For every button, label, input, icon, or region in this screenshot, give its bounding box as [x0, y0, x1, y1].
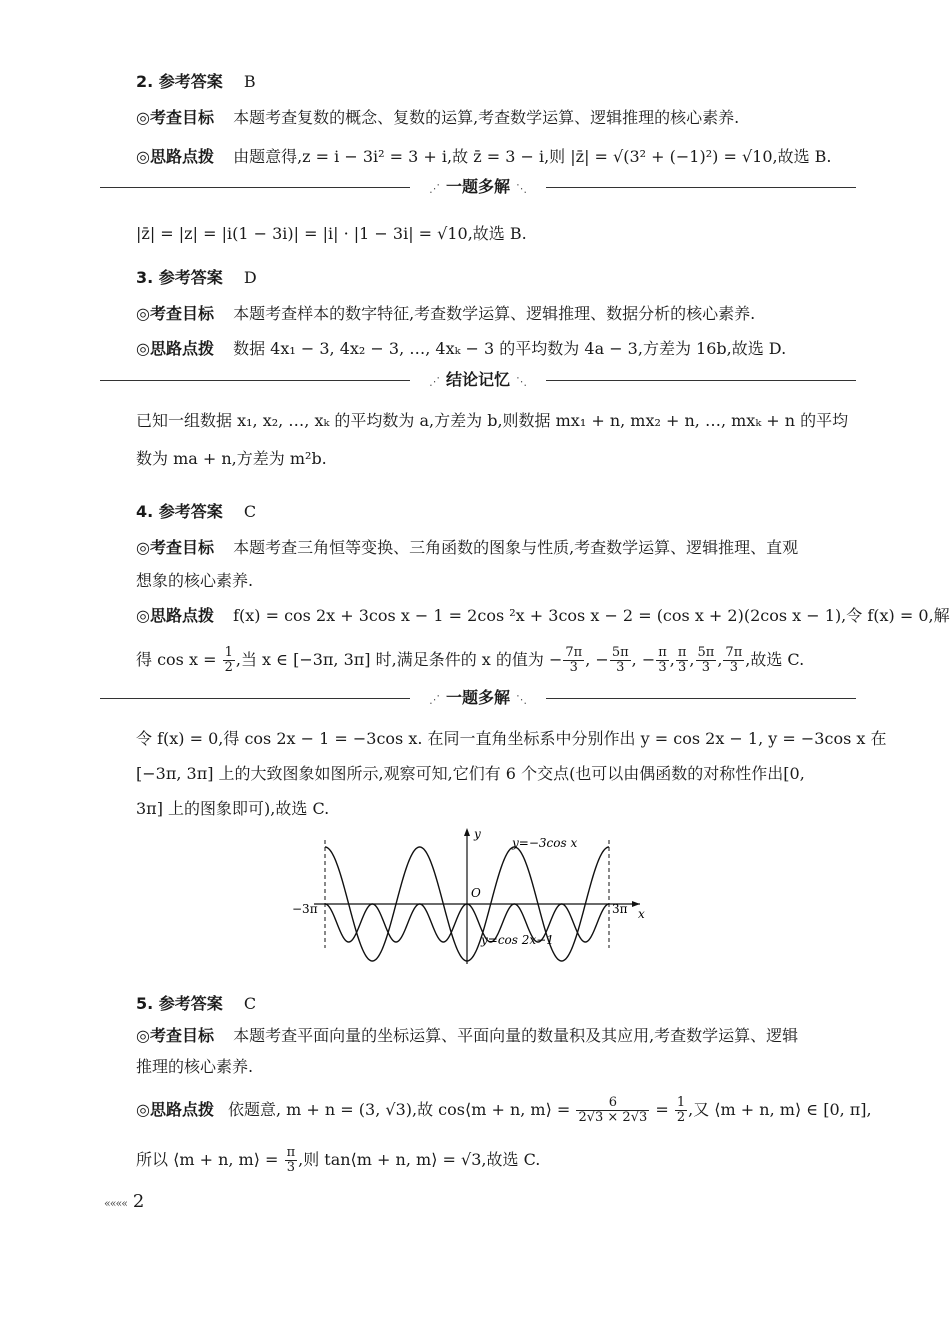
q4-answer: C [243, 502, 257, 521]
q4-section-divider [100, 687, 856, 711]
q4-target-line-1 [136, 537, 856, 559]
q2-hint-text: 由题意得,z = i − 3i² = 3 + i,故 z̄ = 3 − i,则 |z̄| = √(3² + (−1)²) = √10,故选 B. [233, 147, 832, 166]
q5-target-text-1: 本题考查平面向量的坐标运算、平面向量的数量积及其应用,考查数学运算、逻辑 [233, 1026, 799, 1045]
ornament-icon: ⋰ [428, 182, 440, 195]
q4-hint-line-1 [136, 605, 950, 627]
q5-hint-line-2 [136, 1140, 856, 1180]
q3-section-divider [100, 369, 856, 393]
q2-answer-line [136, 71, 856, 93]
q2-target-line [136, 107, 856, 129]
curve-label-neg3cos: y=−3cos x [512, 836, 578, 850]
q4-answer-line [136, 501, 856, 523]
origin-label: O [471, 886, 481, 900]
fraction-pi-over-3: $\frac{\pi}{3}$ [286, 1145, 296, 1175]
q2-section-title: 一题多解 [445, 177, 510, 196]
function-graph-figure [280, 824, 670, 974]
ornament-icon: ⋱ [516, 375, 527, 388]
q3-hint-label: ◎思路点拨 [136, 339, 214, 358]
q2-hint-line [136, 146, 856, 168]
q5-hint-text-1b: = [655, 1100, 669, 1119]
ornament-icon: ⋰ [428, 693, 440, 706]
page-number: 2 [132, 1191, 145, 1212]
q2-answer: B [243, 72, 256, 91]
fraction-cos: $\frac{6}{2√3 \times 2√3}$ [578, 1095, 648, 1125]
q4-target-text-1: 本题考查三角恒等变换、三角函数的图象与性质,考查数学运算、逻辑推理、直观 [233, 538, 799, 557]
root-separator: , [669, 650, 675, 669]
q3-answer-label: 3. 参考答案 [136, 268, 223, 287]
page-footer [104, 1191, 144, 1212]
q2-answer-label: 2. 参考答案 [136, 72, 223, 91]
root-separator: , − [585, 650, 609, 669]
q4-target-label: ◎考查目标 [136, 538, 214, 557]
q4-alt-line-3: 3π] 上的图象即可),故选 C. [136, 799, 330, 818]
q2-alt-solution: |z̄| = |z| = |i(1 − 3i)| = |i| · |1 − 3i| = √10,故选 B. [136, 224, 527, 243]
q3-answer: D [243, 268, 257, 287]
q2-section-divider [100, 176, 856, 200]
q5-hint-text-1a: 依题意, m + n = (3, √3),故 cos⟨m + n, m⟩ = [227, 1100, 571, 1119]
q4-hint-text-2a: 得 cos x = [136, 650, 217, 669]
root-fraction: $\frac{5\pi}{3}$ [611, 645, 629, 675]
q3-hint-text: 数据 4x₁ − 3, 4x₂ − 3, …, 4xₖ − 3 的平均数为 4a − 3,方差为 16b,故选 D. [233, 339, 787, 358]
root-separator: , [717, 650, 723, 669]
root-fraction: $\frac{\pi}{3}$ [677, 645, 687, 675]
ornament-icon: ⋰ [428, 375, 440, 388]
q3-note-line-2: 数为 ma + n,方差为 m²b. [136, 449, 327, 468]
q3-answer-line [136, 267, 856, 289]
q3-target-text: 本题考查样本的数字特征,考查数学运算、逻辑推理、数据分析的核心素养. [233, 304, 756, 323]
q4-target-line-2: 想象的核心素养. [136, 571, 254, 590]
root-separator: , [689, 650, 695, 669]
q4-answer-label: 4. 参考答案 [136, 502, 223, 521]
q5-hint-text-2a: 所以 ⟨m + n, m⟩ = [136, 1150, 279, 1169]
q4-alt-line-1: 令 f(x) = 0,得 cos 2x − 1 = −3cos x. 在同一直角坐标系中分别作出 y = cos 2x − 1, y = −3cos x 在 [136, 729, 887, 748]
q4-hint-text-2b: ,当 x ∈ [−3π, 3π] 时,满足条件的 x 的值为 − [235, 650, 563, 669]
q5-hint-label: ◎思路点拨 [136, 1100, 214, 1119]
q3-section-title: 结论记忆 [445, 370, 510, 389]
q3-target-line [136, 303, 856, 325]
root-fraction: $\frac{\pi}{3}$ [658, 645, 667, 675]
q3-target-label: ◎考查目标 [136, 304, 214, 323]
q5-hint-text-2b: ,则 tan⟨m + n, m⟩ = √3,故选 C. [298, 1150, 541, 1169]
y-axis-arrow-icon [464, 828, 470, 836]
q2-hint-label: ◎思路点拨 [136, 147, 214, 166]
q4-hint-line-2 [136, 642, 856, 678]
q2-target-label: ◎考查目标 [136, 108, 214, 127]
q5-answer-line [136, 993, 856, 1015]
q5-target-line-2: 推理的核心素养. [136, 1057, 254, 1076]
axis-label-x: x [638, 907, 645, 921]
q4-section-title: 一题多解 [445, 688, 510, 707]
fraction-half: $\frac{1}{2}$ [676, 1095, 686, 1125]
q5-target-line-1 [136, 1025, 856, 1047]
q4-hint-text-2c: ,故选 C. [745, 650, 805, 669]
q5-hint-text-1c: ,又 ⟨m + n, m⟩ ∈ [0, π], [688, 1100, 872, 1119]
q4-hint-text-1: f(x) = cos 2x + 3cos x − 1 = 2cos ²x + 3cos x − 2 = (cos x + 2)(2cos x − 1),令 f(x) = 0,解 [233, 606, 950, 625]
q5-answer-label: 5. 参考答案 [136, 994, 223, 1013]
ornament-icon: ⋱ [516, 182, 527, 195]
q3-note-line-1: 已知一组数据 x₁, x₂, …, xₖ 的平均数为 a,方差为 b,则数据 mx₁ + n, mx₂ + n, …, mxₖ + n 的平均 [136, 411, 849, 430]
root-fraction: $\frac{5\pi}{3}$ [697, 645, 715, 675]
footer-ornament: «««« [104, 1197, 127, 1210]
root-fraction: $\frac{7\pi}{3}$ [725, 645, 743, 675]
root-fraction: $\frac{7\pi}{3}$ [565, 645, 583, 675]
q4-alt-line-2: [−3π, 3π] 上的大致图象如图所示,观察可知,它们有 6 个交点(也可以由偶函数的对称性作出[0, [136, 764, 805, 783]
curve-label-cos2x: y=cos 2x−1 [481, 933, 554, 947]
q5-answer: C [243, 994, 257, 1013]
fraction-half: $\frac{1}{2}$ [224, 645, 233, 675]
tick-label-3pi: 3π [612, 902, 628, 916]
axis-label-y: y [474, 827, 481, 841]
tick-label-neg3pi: −3π [292, 902, 318, 916]
root-separator: , − [631, 650, 656, 669]
ornament-icon: ⋱ [516, 693, 527, 706]
q4-hint-label: ◎思路点拨 [136, 606, 214, 625]
q2-target-text: 本题考查复数的概念、复数的运算,考查数学运算、逻辑推理的核心素养. [233, 108, 740, 127]
q3-hint-line [136, 338, 856, 360]
q5-target-label: ◎考查目标 [136, 1026, 214, 1045]
q5-hint-line-1 [136, 1090, 872, 1130]
